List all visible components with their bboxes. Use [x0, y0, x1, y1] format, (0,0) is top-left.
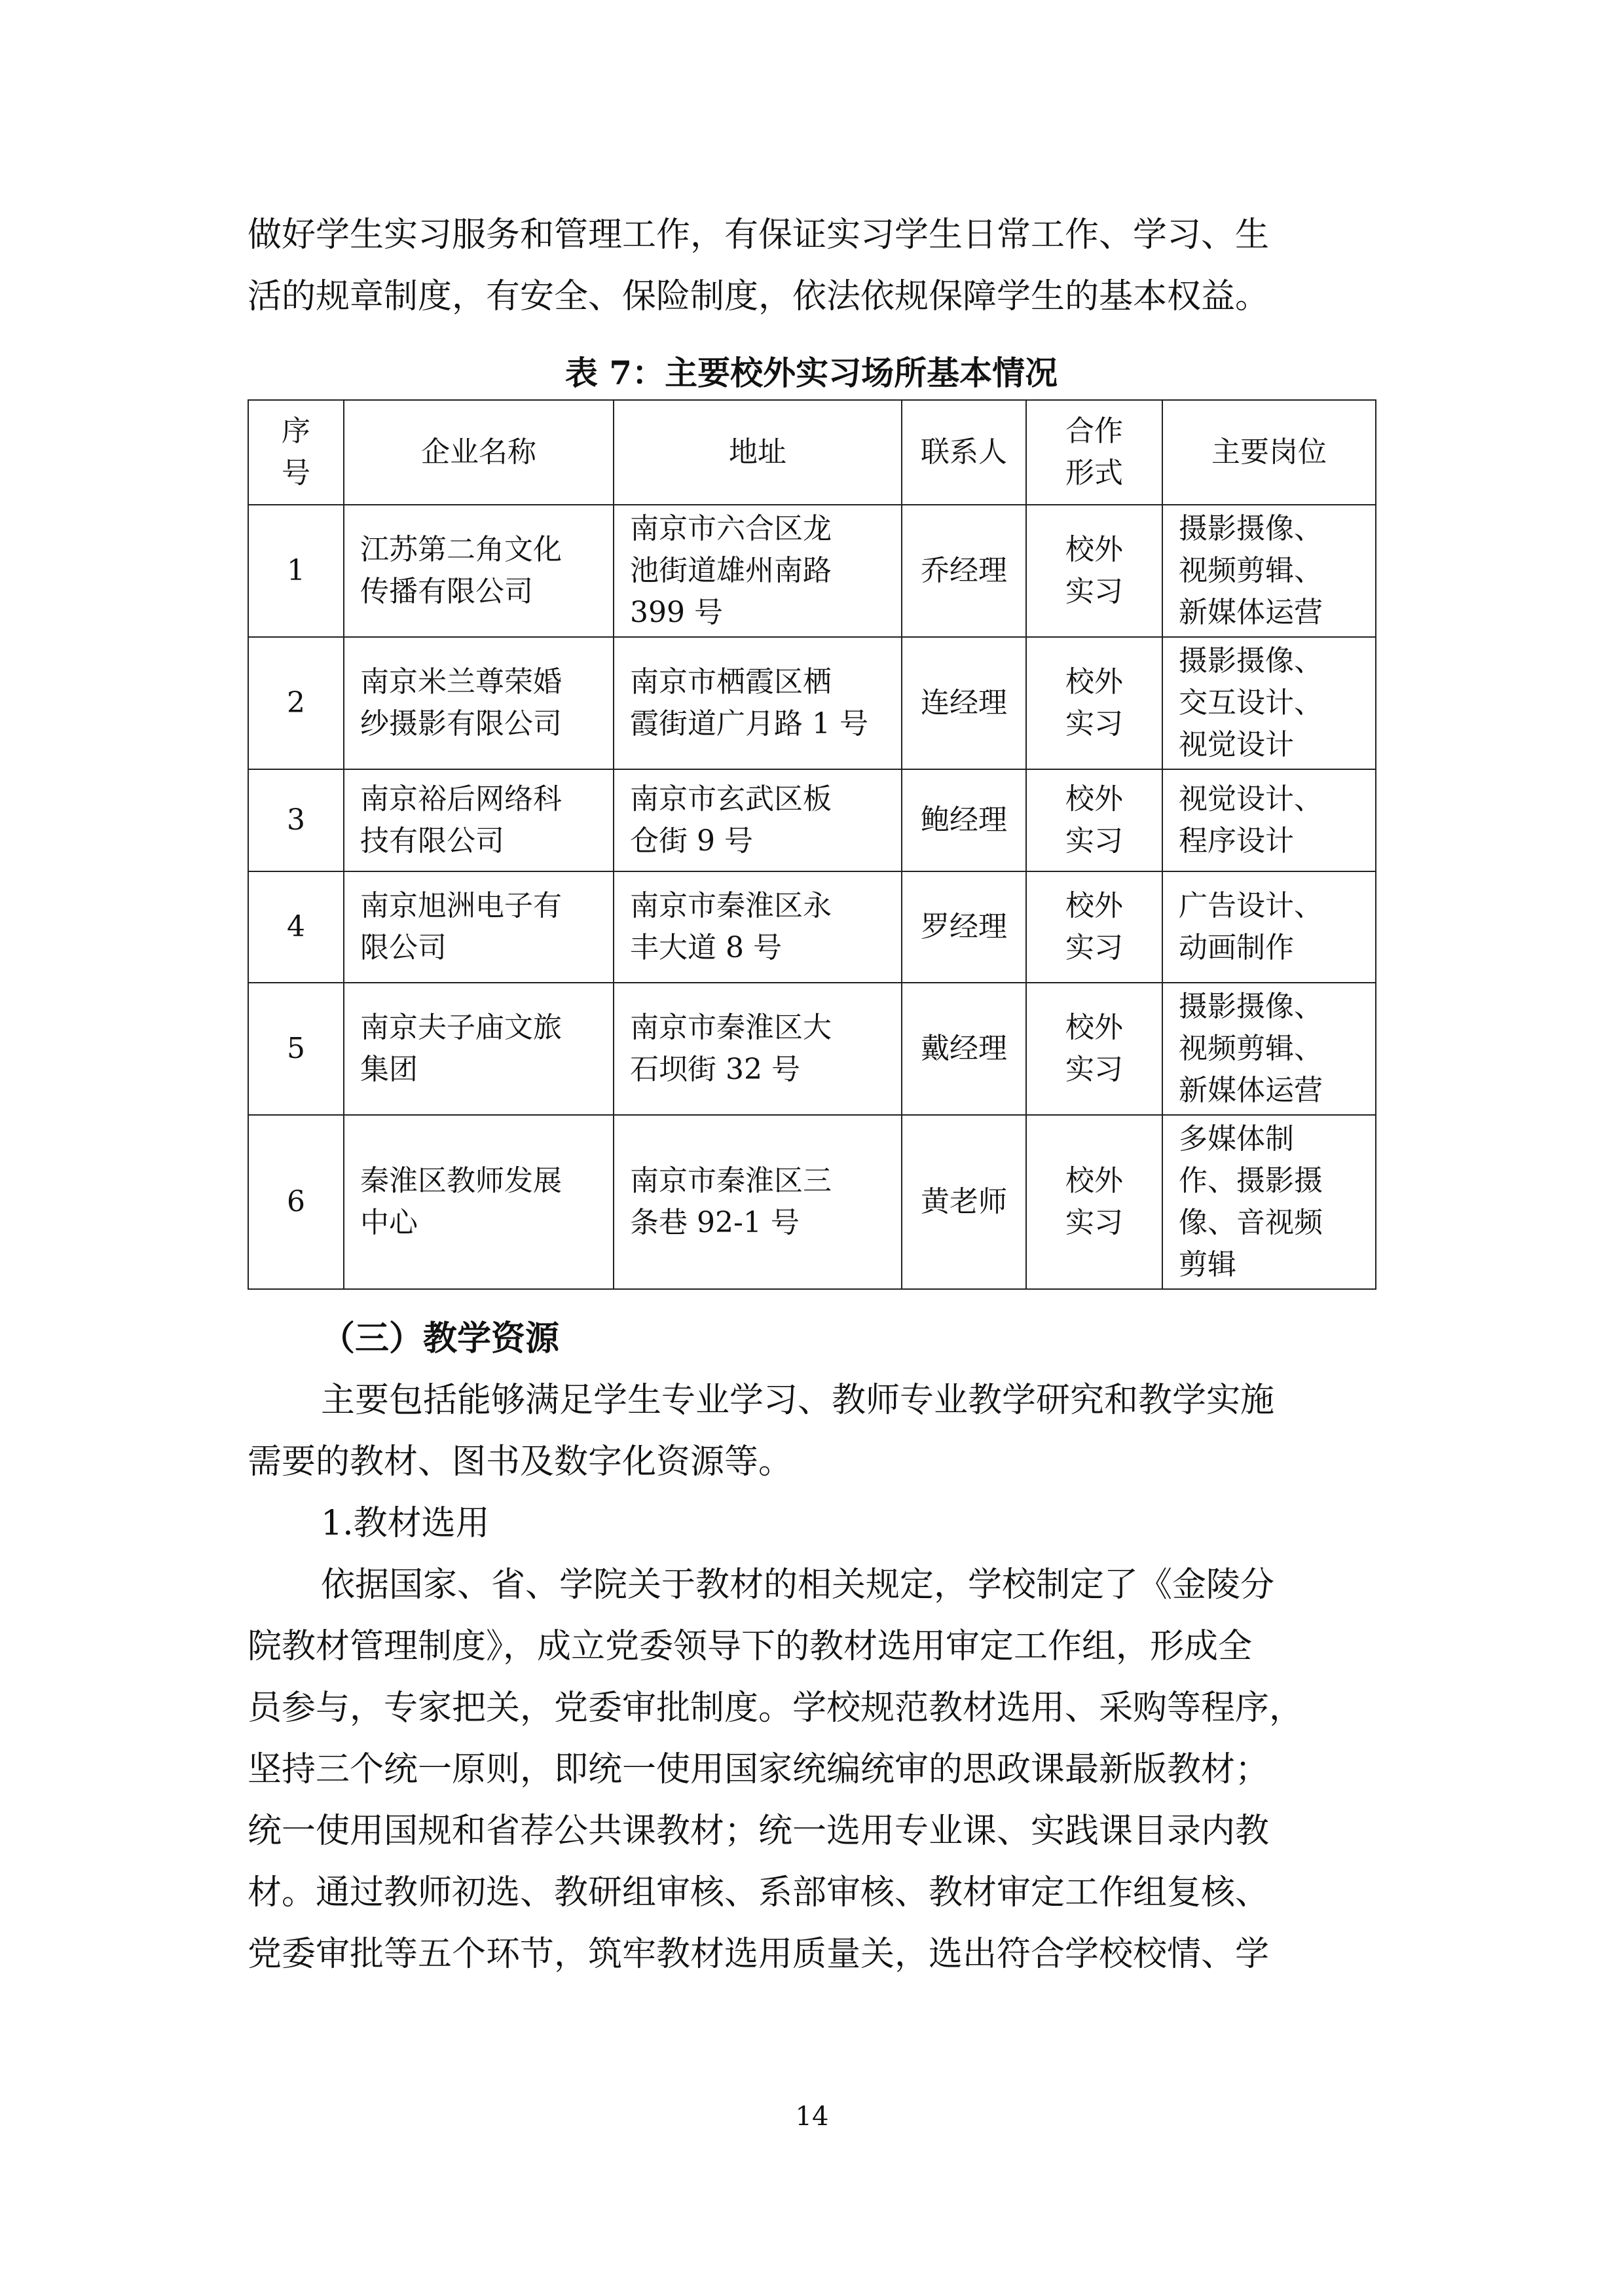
header-address: [614, 400, 902, 505]
cell-line: 传播有限公司: [360, 575, 533, 608]
cell-positions: [1162, 1115, 1376, 1289]
text-line: 坚持三个统一原则，即统一使用国家统编统审的思政课最新版教材；: [248, 1750, 1270, 1789]
cell-line: 南京市秦淮区大: [630, 1011, 832, 1044]
cell-positions: [1162, 871, 1376, 983]
cell-line: 石坝街 32 号: [630, 1053, 800, 1086]
subheading: [248, 1493, 1375, 1554]
header-text: 号: [282, 456, 310, 490]
cell-line: 剪辑: [1179, 1248, 1236, 1281]
cell-company: [344, 769, 614, 871]
header-text: 联系人: [921, 435, 1007, 469]
cell-no: 4: [248, 871, 344, 983]
cell-line: 作、摄影摄: [1179, 1164, 1323, 1197]
cell-address: [614, 769, 902, 871]
cell-line: 技有限公司: [360, 824, 504, 858]
resources-paragraph: [248, 1370, 1375, 1493]
text-line: 做好学生实习服务和管理工作，有保证实习学生日常工作、学习、生: [248, 215, 1270, 255]
header-text: 地址: [729, 435, 786, 469]
cell-form: [1026, 769, 1162, 871]
header-text: 企业名称: [421, 435, 536, 469]
cell-line: 实习: [1065, 931, 1123, 964]
cell-line: 南京市秦淮区永: [630, 889, 832, 922]
cell-company: [344, 871, 614, 983]
header-company: [344, 400, 614, 505]
cell-line: 南京市玄武区板: [630, 782, 832, 816]
cell-address: [614, 983, 902, 1115]
cell-positions: [1162, 983, 1376, 1115]
cell-line: 南京市栖霞区栖: [630, 665, 832, 699]
header-seq: [248, 400, 344, 505]
table-caption: 表 7：主要校外实习场所基本情况: [564, 354, 1058, 392]
cell-address: [614, 1115, 902, 1289]
cell-contact: 连经理: [902, 637, 1026, 769]
cell-line: 实习: [1065, 1053, 1123, 1086]
cell-company: [344, 637, 614, 769]
cell-contact: 罗经理: [902, 871, 1026, 983]
text-line: 主要包括能够满足学生专业学习、教师专业教学研究和教学实施: [321, 1381, 1275, 1420]
cell-line: 仓街 9 号: [630, 824, 753, 858]
header-text: 主要岗位: [1211, 435, 1327, 469]
text-line: 统一使用国规和省荐公共课教材；统一选用专业课、实践课目录内教: [248, 1812, 1270, 1851]
text-line: 活的规章制度，有安全、保险制度，依法依规保障学生的基本权益。: [248, 277, 1270, 316]
internship-sites-table: [248, 399, 1376, 1290]
cell-contact: 黄老师: [902, 1115, 1026, 1289]
table-row: [248, 637, 1376, 769]
cell-line: 摄影摄像、: [1179, 512, 1323, 545]
cell-no: 5: [248, 983, 344, 1115]
cell-contact: 戴经理: [902, 983, 1026, 1115]
cell-line: 交互设计、: [1179, 686, 1323, 720]
cell-line: 新媒体运营: [1179, 1074, 1323, 1107]
cell-line: 实习: [1065, 707, 1123, 740]
cell-positions: [1162, 637, 1376, 769]
text-line: 党委审批等五个环节，筑牢教材选用质量关，选出符合学校校情、学: [248, 1935, 1270, 1974]
header-text: 序: [282, 414, 310, 448]
cell-line: 校外: [1065, 782, 1123, 816]
cell-line: 视觉设计、: [1179, 782, 1323, 816]
cell-line: 校外: [1065, 1164, 1123, 1197]
text-line: 依据国家、省、学院关于教材的相关规定，学校制定了《金陵分: [321, 1565, 1275, 1605]
header-text: 合作: [1065, 414, 1123, 448]
cell-no: 3: [248, 769, 344, 871]
cell-form: [1026, 871, 1162, 983]
cell-line: 校外: [1065, 1011, 1123, 1044]
page-number: 14: [795, 2102, 829, 2132]
cell-address: [614, 505, 902, 637]
cell-line: 池街道雄州南路: [630, 554, 832, 587]
text-line: 材。通过教师初选、教研组审核、系部审核、教材审定工作组复核、: [248, 1873, 1270, 1912]
cell-company: [344, 983, 614, 1115]
cell-line: 视频剪辑、: [1179, 1032, 1323, 1065]
cell-line: 集团: [360, 1053, 418, 1086]
cell-no: 6: [248, 1115, 344, 1289]
cell-line: 南京米兰尊荣婚: [360, 665, 562, 699]
cell-line: 条巷 92-1 号: [630, 1206, 800, 1239]
cell-line: 秦淮区教师发展: [360, 1164, 562, 1197]
cell-line: 实习: [1065, 1206, 1123, 1239]
cell-line: 南京市秦淮区三: [630, 1164, 832, 1197]
cell-line: 动画制作: [1179, 931, 1294, 964]
cell-line: 程序设计: [1179, 824, 1294, 858]
cell-line: 多媒体制: [1179, 1122, 1294, 1156]
cell-company: [344, 1115, 614, 1289]
textbook-paragraph: [248, 1554, 1375, 1985]
cell-address: [614, 871, 902, 983]
cell-positions: [1162, 505, 1376, 637]
cell-form: [1026, 983, 1162, 1115]
text-line: 需要的教材、图书及数字化资源等。: [248, 1442, 793, 1482]
header-positions: [1162, 400, 1376, 505]
cell-line: 霞街道广月路 1 号: [630, 707, 868, 740]
cell-line: 实习: [1065, 824, 1123, 858]
cell-line: 南京夫子庙文旅: [360, 1011, 562, 1044]
cell-address: [614, 637, 902, 769]
cell-no: 1: [248, 505, 344, 637]
cell-line: 广告设计、: [1179, 889, 1323, 922]
table-row: [248, 1115, 1376, 1289]
text-line: 院教材管理制度》，成立党委领导下的教材选用审定工作组，形成全: [248, 1627, 1253, 1666]
cell-line: 新媒体运营: [1179, 596, 1323, 629]
subheading-text: 1.教材选用: [321, 1504, 490, 1543]
cell-contact: 鲍经理: [902, 769, 1026, 871]
cell-line: 南京旭洲电子有: [360, 889, 562, 922]
section-heading: （三）教学资源: [321, 1319, 560, 1358]
cell-line: 像、音视频: [1179, 1206, 1323, 1239]
table-row: [248, 871, 1376, 983]
cell-positions: [1162, 769, 1376, 871]
cell-company: [344, 505, 614, 637]
header-form: [1026, 400, 1162, 505]
intro-paragraph: [248, 204, 1375, 327]
cell-line: 丰大道 8 号: [630, 931, 782, 964]
cell-line: 校外: [1065, 533, 1123, 566]
cell-line: 视频剪辑、: [1179, 554, 1323, 587]
cell-form: [1026, 637, 1162, 769]
cell-line: 江苏第二角文化: [360, 533, 562, 566]
header-text: 形式: [1065, 456, 1123, 490]
table-row: [248, 505, 1376, 637]
cell-contact: 乔经理: [902, 505, 1026, 637]
cell-line: 实习: [1065, 575, 1123, 608]
cell-line: 南京市六合区龙: [630, 512, 832, 545]
cell-line: 限公司: [360, 931, 447, 964]
header-contact: [902, 400, 1026, 505]
cell-line: 纱摄影有限公司: [360, 707, 562, 740]
cell-no: 2: [248, 637, 344, 769]
cell-line: 399 号: [630, 596, 723, 629]
text-line: 员参与，专家把关，党委审批制度。学校规范教材选用、采购等程序，: [248, 1688, 1304, 1728]
cell-line: 摄影摄像、: [1179, 990, 1323, 1023]
cell-line: 校外: [1065, 889, 1123, 922]
cell-line: 中心: [360, 1206, 418, 1239]
table-row: [248, 769, 1376, 871]
cell-line: 南京裕后网络科: [360, 782, 562, 816]
table-row: [248, 983, 1376, 1115]
cell-line: 校外: [1065, 665, 1123, 699]
cell-form: [1026, 505, 1162, 637]
cell-line: 视觉设计: [1179, 728, 1294, 761]
cell-form: [1026, 1115, 1162, 1289]
cell-line: 摄影摄像、: [1179, 644, 1323, 678]
